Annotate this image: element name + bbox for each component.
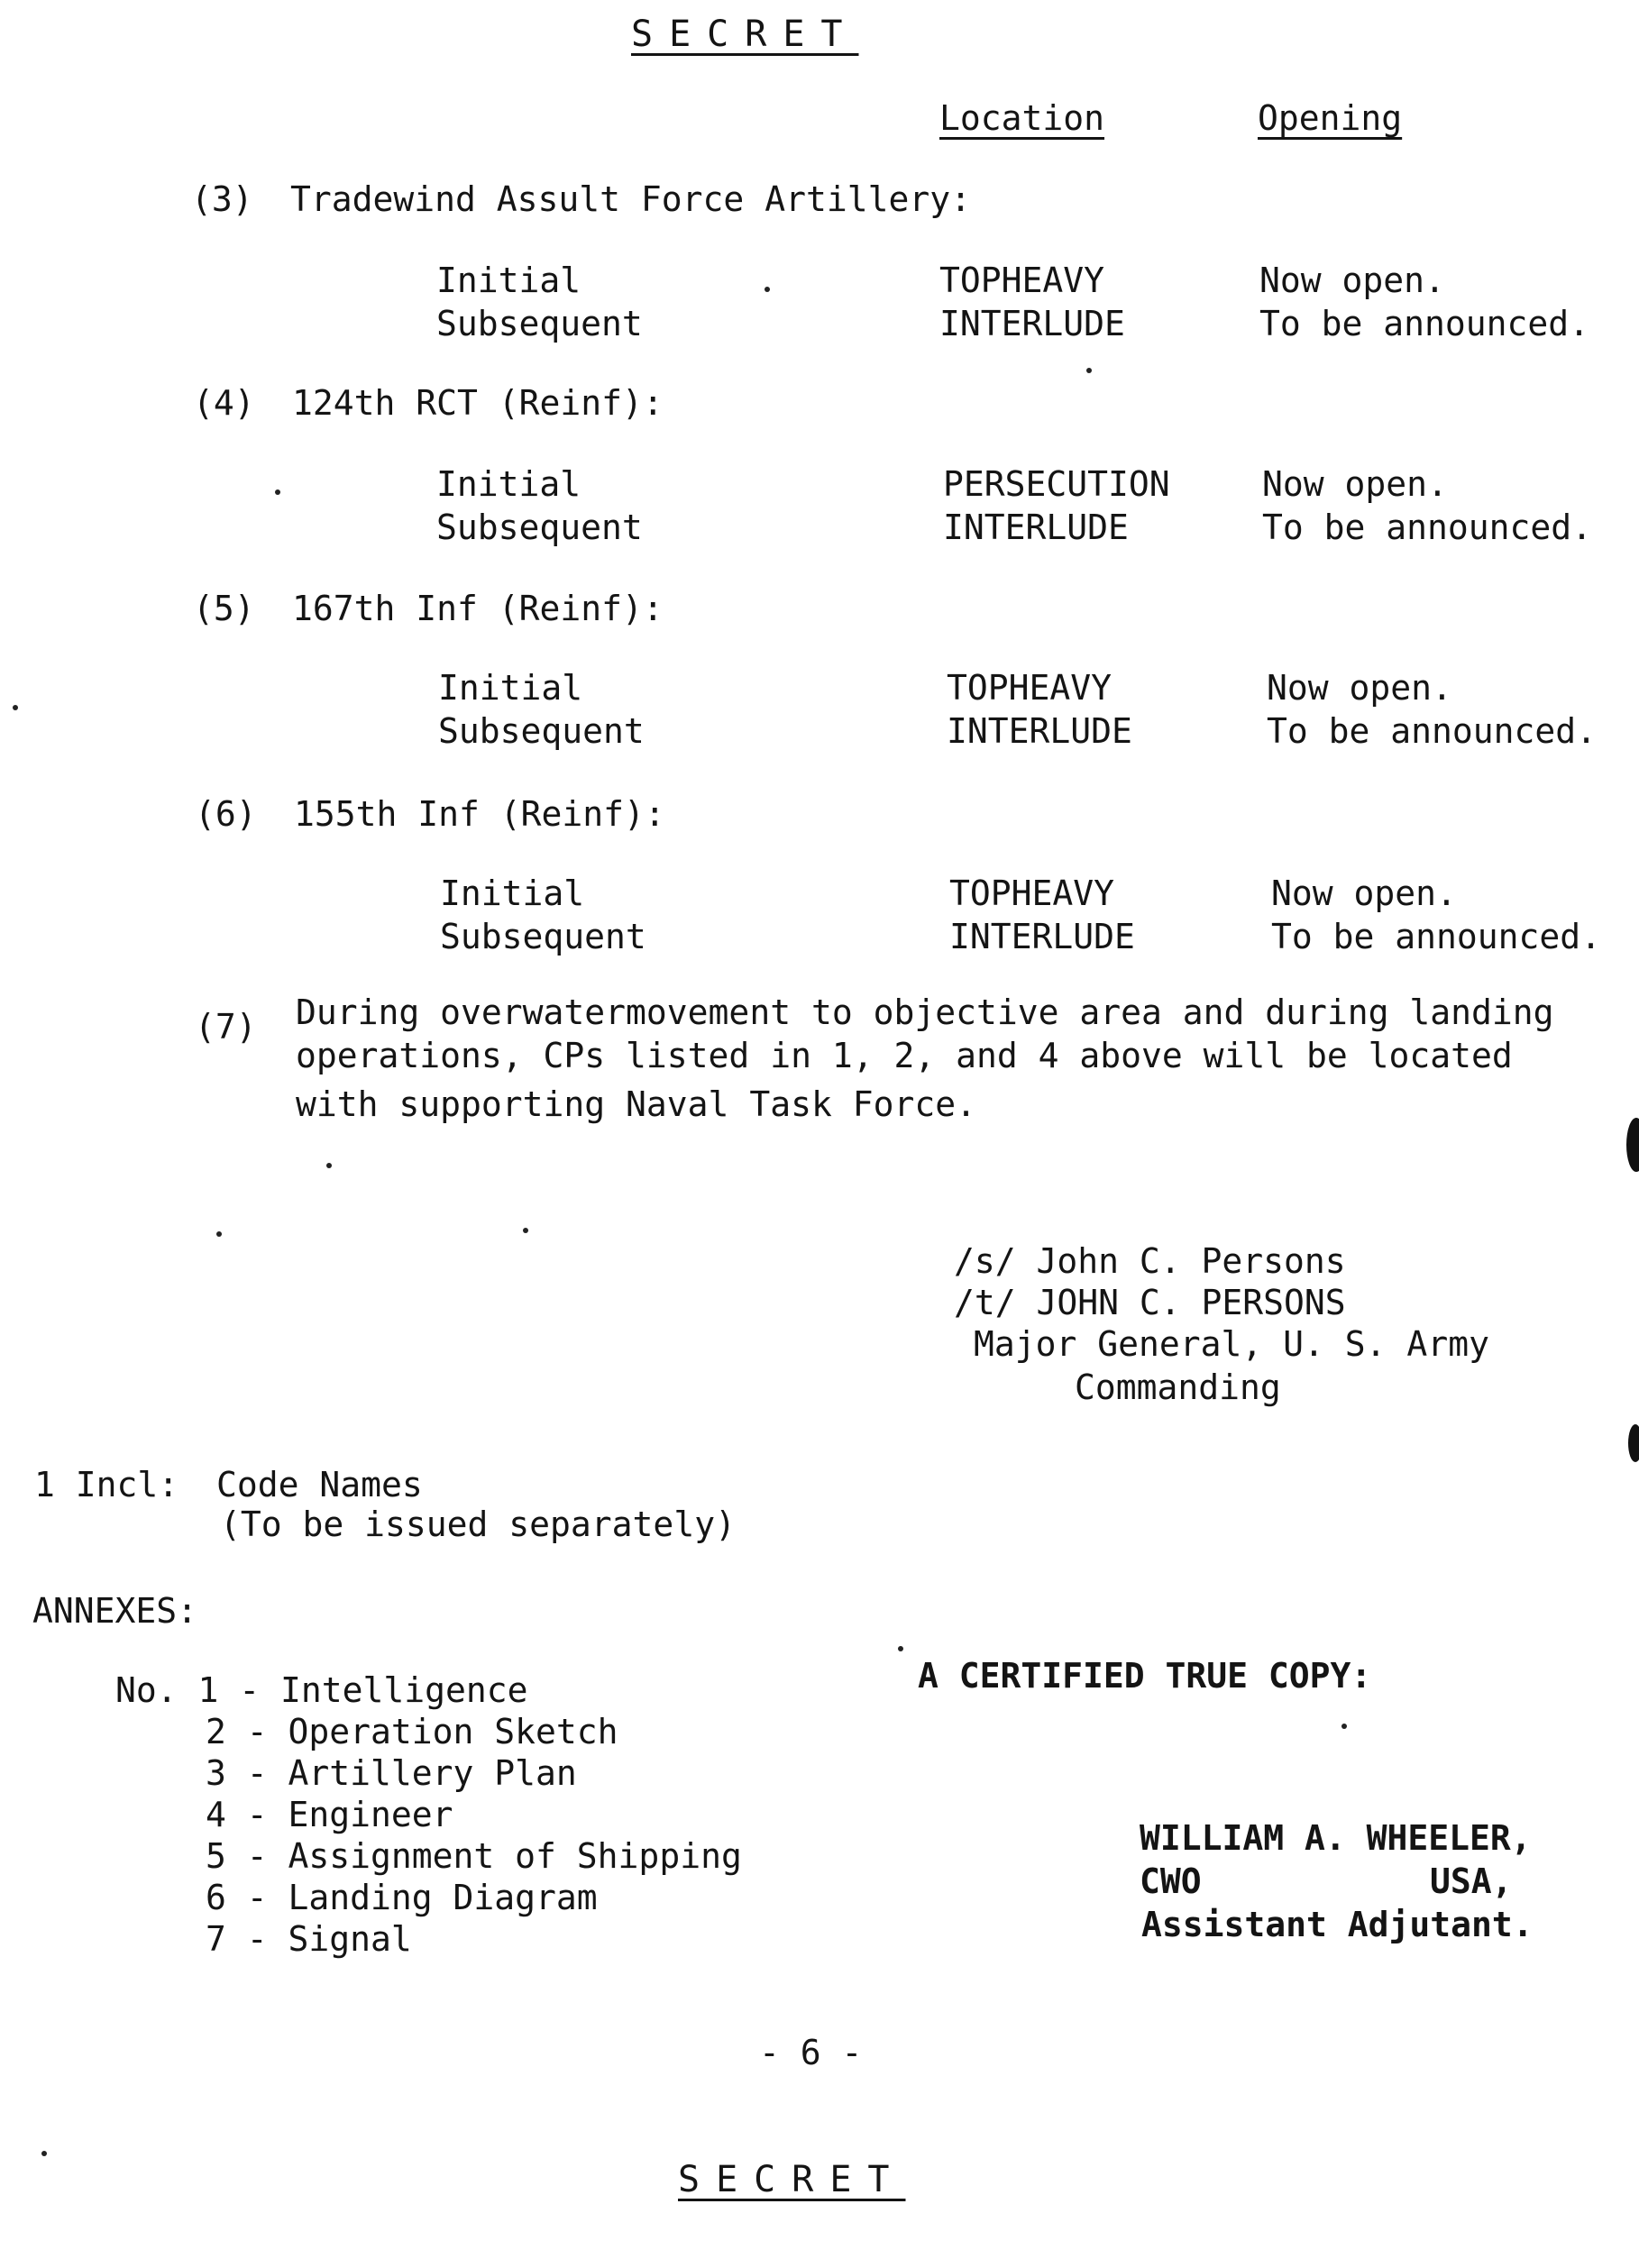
section-6-row-subsequent-opening: To be announced. — [1271, 917, 1602, 956]
section-3-row-initial-label: Initial — [436, 261, 581, 300]
para-7-line-1: During overwatermovement to objective area and during landing — [296, 992, 1554, 1032]
certified-rank-left: CWO — [1140, 1861, 1202, 1901]
section-6-row-initial-opening: Now open. — [1271, 873, 1457, 913]
footer-classification: SECRET — [678, 2159, 906, 2200]
speck — [765, 287, 770, 292]
section-6-row-subsequent-location: INTERLUDE — [949, 917, 1135, 956]
section-5-title: 167th Inf (Reinf): — [292, 589, 664, 628]
annex-item-5: 5 - Assignment of Shipping — [206, 1836, 742, 1876]
section-6-title: 155th Inf (Reinf): — [294, 794, 665, 834]
para-7-line-2: operations, CPs listed in 1, 2, and 4 above will be located — [296, 1036, 1513, 1075]
section-5-row-subsequent-location: INTERLUDE — [947, 711, 1132, 751]
speck — [1086, 368, 1092, 373]
section-4-title: 124th RCT (Reinf): — [292, 383, 664, 423]
margin-hole-mark — [1626, 1118, 1639, 1172]
para-7-number: (7) — [195, 1007, 257, 1047]
section-4-row-initial-opening: Now open. — [1262, 464, 1448, 504]
certified-name: WILLIAM A. WHEELER, — [1140, 1818, 1532, 1858]
inclosure-line-2: (To be issued separately) — [220, 1504, 736, 1544]
annex-item-6: 6 - Landing Diagram — [206, 1878, 598, 1917]
inclosure-label: 1 Incl: — [34, 1465, 179, 1504]
certified-role: Assistant Adjutant. — [1141, 1905, 1534, 1944]
annex-item-4: 4 - Engineer — [206, 1795, 453, 1834]
margin-hole-mark — [1628, 1424, 1639, 1462]
section-6-number: (6) — [195, 794, 257, 834]
section-4-row-initial-location: PERSECUTION — [943, 464, 1170, 504]
section-4-row-initial-label: Initial — [436, 464, 581, 504]
column-location-heading: Location — [939, 98, 1105, 138]
signature-s: /s/ John C. Persons — [954, 1241, 1346, 1281]
signature-role: Commanding — [1075, 1367, 1281, 1407]
section-3-row-subsequent-location: INTERLUDE — [939, 304, 1125, 343]
speck — [13, 705, 18, 710]
annexes-title: ANNEXES: — [32, 1591, 198, 1631]
signature-rank: Major General, U. S. Army — [974, 1324, 1489, 1364]
section-3-row-initial-location: TOPHEAVY — [939, 261, 1105, 300]
header-classification: SECRET — [631, 14, 859, 55]
speck — [41, 2151, 47, 2156]
speck — [216, 1231, 222, 1237]
section-6-row-initial-label: Initial — [440, 873, 585, 913]
section-3-title: Tradewind Assult Force Artillery: — [290, 179, 971, 219]
annex-item-7: 7 - Signal — [206, 1919, 412, 1959]
section-5-row-initial-opening: Now open. — [1267, 668, 1452, 708]
section-4-row-subsequent-location: INTERLUDE — [943, 508, 1129, 547]
speck — [898, 1646, 903, 1651]
section-3-number: (3) — [191, 179, 253, 219]
section-5-row-initial-label: Initial — [438, 668, 583, 708]
certified-title: A CERTIFIED TRUE COPY: — [918, 1656, 1372, 1696]
column-opening-heading: Opening — [1258, 98, 1403, 138]
speck — [523, 1228, 528, 1233]
section-4-number: (4) — [193, 383, 255, 423]
speck — [326, 1163, 332, 1168]
inclosure-line-1: Code Names — [216, 1465, 423, 1504]
speck — [1341, 1724, 1347, 1729]
section-6-row-initial-location: TOPHEAVY — [949, 873, 1115, 913]
section-5-row-subsequent-opening: To be announced. — [1267, 711, 1598, 751]
para-7-line-3: with supporting Naval Task Force. — [296, 1084, 976, 1124]
section-4-row-subsequent-opening: To be announced. — [1262, 508, 1593, 547]
section-5-row-subsequent-label: Subsequent — [438, 711, 645, 751]
page-number: - 6 - — [759, 2033, 863, 2072]
section-3-row-initial-opening: Now open. — [1259, 261, 1445, 300]
section-5-number: (5) — [193, 589, 255, 628]
annex-item-2: 2 - Operation Sketch — [206, 1712, 618, 1751]
section-6-row-subsequent-label: Subsequent — [440, 917, 646, 956]
section-5-row-initial-location: TOPHEAVY — [947, 668, 1113, 708]
section-4-row-subsequent-label: Subsequent — [436, 508, 643, 547]
annex-item-1: No. 1 - Intelligence — [115, 1670, 528, 1710]
section-3-row-subsequent-label: Subsequent — [436, 304, 643, 343]
certified-rank-right: USA, — [1430, 1861, 1513, 1901]
section-3-row-subsequent-opening: To be announced. — [1259, 304, 1590, 343]
signature-t: /t/ JOHN C. PERSONS — [954, 1283, 1346, 1322]
speck — [275, 489, 280, 495]
annex-item-3: 3 - Artillery Plan — [206, 1753, 577, 1793]
